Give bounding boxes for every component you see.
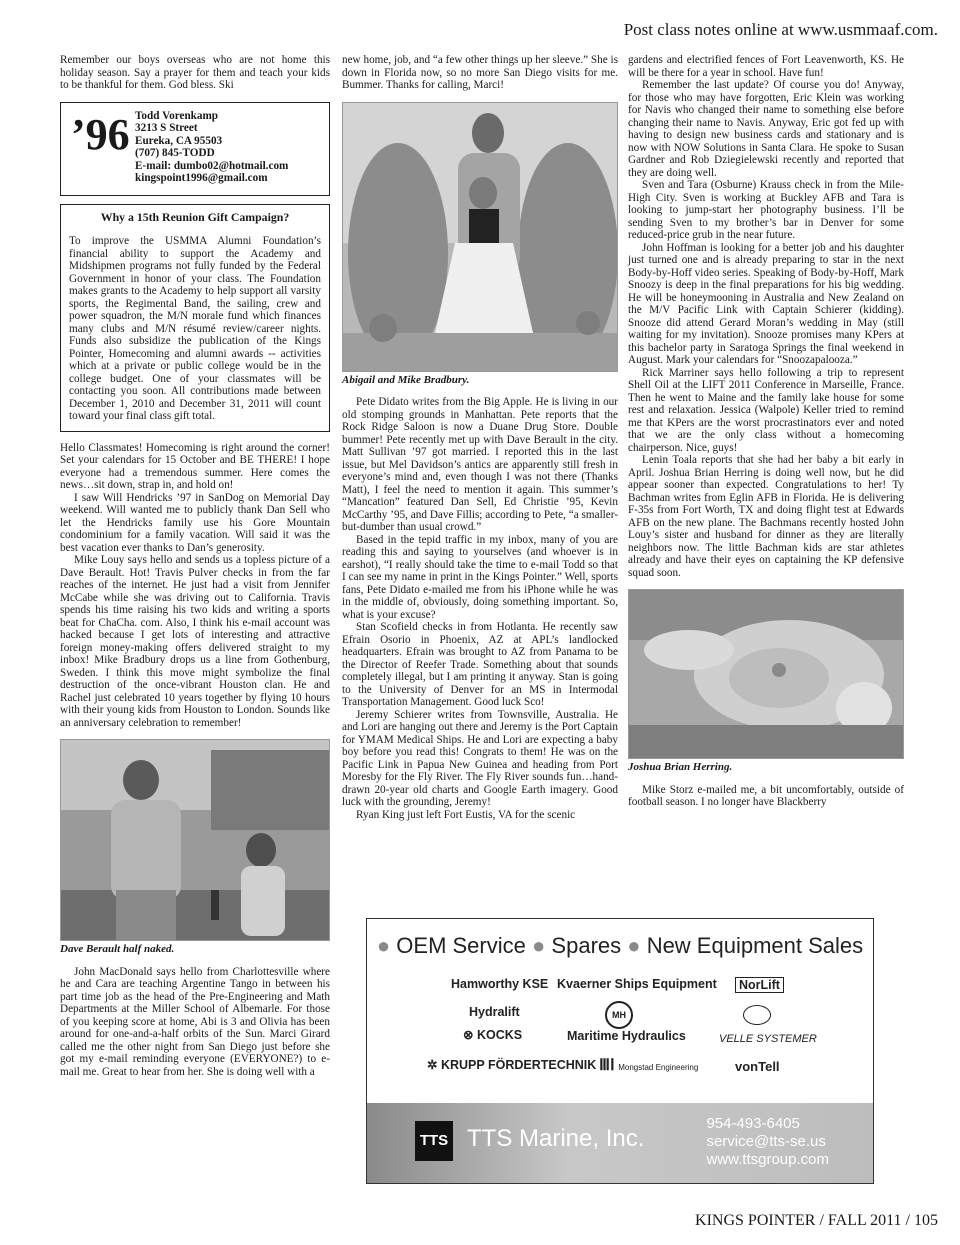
column-1 [60,54,330,1078]
gift-campaign-box [60,204,330,432]
bullet-icon: ● [376,933,391,958]
ad-headline [367,933,873,959]
photo-illustration [61,740,330,940]
class-year: ’96 [71,109,130,159]
contact-city: Eureka, CA 95503 [135,134,223,147]
brand-vontell: vonTell [735,1059,780,1074]
contact-email-1: E-mail: dumbo02@hotmail.com [135,159,289,172]
brand-maritime-hydraulics: Maritime Hydraulics [567,1029,686,1043]
brand-kocks: ⊗ KOCKS [463,1028,523,1042]
article-paragraph: Hello Classmates! Homecoming is right around the corner! Set your calendars for 15 October and BE THERE! I hope everyone had a tremendous summer. Here comes the news…sit down, strap in, and hold on! [60,441,330,491]
photo-caption: Abigail and Mike Bradbury. [342,373,470,386]
gift-campaign-text: To improve the USMMA Alumni Foundation’s financial ability to support the Academy and Midshipmen programs not fully funded by the Federal Government in honor of your class. The Foundation makes grants to the Academy to help support all varsity sports, the Regimental Band, the sailing, crew and power squadron, the M/N morale fund which finances many clubs and M/N résumé review/career nights. Funds also subsidize the publication of the Kings Pointer, Homecoming and alumni awards -- activities which at a private or public college would be in the college budget. One of your classmates will be contacting you soon. All contributions made between December 1, 2010 and December 31, 2011 will count toward your final class gift total. [69,235,321,422]
company-name: TTS Marine, Inc. [467,1125,645,1152]
maritime-hydraulics-logo-icon: MH [605,1001,633,1029]
class-contact-box [60,102,330,196]
ad-email: service@tts-se.us [706,1133,826,1150]
brand-mongstad: ⅢⅠ Mongstad Engineering [599,1057,699,1074]
article-paragraph: gardens and electrified fences of Fort Leavenworth, KS. He will be there for a year in school. Have fun! [628,54,904,79]
headline-spares: Spares [551,933,622,958]
kocks-logo-icon: ⊗ [463,1028,477,1042]
article-paragraph: John MacDonald says hello from Charlottesville where he and Cara are teaching Argentine Tango in between his part time job as the head of the Pre-Engineering and Math Departments at the Miller School of Albemarle. For those of you keeping score at home, Abi is 3 and Olivia has been around for one-and-a-half orbits of the Sun. Marci Girard called me the other night from San Diego just before she got my e-mail reminding everyone (EVERYONE?) to e-mail me. Great to hear from her. She is doing well with a [60,965,330,1078]
headline-oem: OEM Service [396,933,526,958]
column-3 [628,54,904,809]
photo-illustration [629,590,904,758]
intro-paragraph: Remember our boys overseas who are not home this holiday season. Say a prayer for them and teach your kids to be thankful for them. God bless. Ski [60,54,330,91]
ad-phone: 954-493-6405 [706,1115,800,1132]
photo-caption: Joshua Brian Herring. [628,761,733,773]
brand-velle: VELLE SYSTEMER [719,1033,817,1045]
contact-name: Todd Vorenkamp [135,109,219,122]
page-footer: KINGS POINTER / FALL 2011 / 105 [695,1212,938,1229]
article-paragraph: Remember the last update? Of course you do! Anyway, for those who may have forgotten, Eric Klein was working for Navis who changed their name to something else before changing their name to Navis. Anyway, Eric got fed up with having to design new business cards and stationary and is now with NOW Solutions in Santa Clara. He spoke to Susan Gardner and Rob Dziegielewski recently and reported that they are doing well. [628,79,904,179]
photo-illustration [343,103,618,371]
article-paragraph: John Hoffman is looking for a better job and his daughter just turned one and is already preparing to star in the next Body-by-Hoff video series. Speaking of Body-by-Hoff, Mark Snoozy is deep in the final preparations for his big wedding. He will be honeymooning in Australia and New Zealand on the M/V Pacific Link with Captain Schierer (kidding). Snooze did attend Gerard Moran’s wedding in May (still waiting for my invitation). Snooze promises many KPers at this bachelor party in Saratoga Springs the final weekend in August. Mark your calendars for “Snoozapalooza.” [628,241,904,366]
article-paragraph: I saw Will Hendricks ’97 in SanDog on Memorial Day weekend. Will wanted me to publicly thank Dan Sell who let the Hendricks family use his Gore Mountain condominium for a family vacation. Will said it was the best vacation ever thanks to Dan’s generosity. [60,491,330,554]
article-paragraph: Based in the tepid traffic in my inbox, many of you are reading this and saying to yourselves (and whoever is in earshot), “I really should take the time to e-mail Todd so that I can see my name in print in the Kings Pointer.” Well, sports fans, Pete Didato e-mailed me from his iPhone while he was in the middle of, obviously, doing something important. So, what is your excuse? [342,533,618,621]
headline-equipment: New Equipment Sales [646,933,864,958]
article-paragraph: new home, job, and “a few other things up her sleeve.” She is down in Florida now, so no more San Diego visits for me. Bummer. Thanks for calling, Marci! [342,54,618,91]
contact-email-2: kingspoint1996@gmail.com [135,172,268,184]
photo-dave-berault [60,739,330,941]
gift-campaign-title: Why a 15th Reunion Gift Campaign? [100,209,290,224]
article-paragraph: Rick Marriner says hello following a trip to represent Shell Oil at the LIFT 2011 Conference in Marseille, France. Then he went to Maine and the family lake house for some rest and relaxation. Jessica (Walpole) Keller tried to remind me that KPers are the worst procrastinators ever and noted that we are the only class without a homecoming chairperson. Nice, guys! [628,366,904,454]
ad-footer-band [367,1103,873,1183]
class-contact-info [135,110,288,185]
article-paragraph: Sven and Tara (Osburne) Krauss check in from the Mile-High City. Sven is working at Buckley AFB and Tara is looking to jump-start her photography business. I’ll be sending Sven to my brother’s bar in Denver for some reduced-price grub in the near future. [628,179,904,241]
photo-caption: Dave Berault half naked. [60,943,175,955]
brand-hamworthy: Hamworthy KSE [451,977,549,991]
article-paragraph: Stan Scofield checks in from Hotlanta. He recently saw Efrain Osorio in Phoenix, AZ at APL’s landlocked headquarters. Efrain was brought to AZ from Panama to be the Director of Reefer Trade. Something about that sounds completely illegal, but I am printing it anyway. Stan is going to the University of Denver for an MS in Intermodal Transportation Management. Good luck Sco! [342,621,618,708]
brand-krupp: ✲ KRUPP FÖRDERTECHNIK [427,1058,597,1072]
tts-logo: TTS [415,1121,453,1161]
photo-joshua-brian-herring [628,589,904,759]
brand-norlift: NorLift [735,977,784,993]
ad-website: www.ttsgroup.com [706,1151,829,1168]
ad-top-section [367,919,873,1097]
article-paragraph: Jeremy Schierer writes from Townsville, Australia. He and Lori are hanging out there and Jeremy is the Port Captain for YMAM Medical Ships. He and Lori are expecting a baby boy before you read this! Congrats to them! He was on the Pacific Link in Papua New Guinea and heading from Port Moresby for the Fly River. The Fly River sounds fun…hand-drawn 20-year old charts and Google Earth imagery. Good luck with the grounding, Jeremy! [342,708,618,808]
article-paragraph: Mike Storz e-mailed me, a bit uncomfortably, outside of football season. I no longer have Blackberry [628,783,904,808]
article-paragraph: Pete Didato writes from the Big Apple. He is living in our old stomping grounds in Manhattan. Pete reports that the Rock Ridge Saloon is now a Duane Drug Store. Double bummer! Pete recently met up with Dave Berault in the city. Matt Sullivan ’97 got married. I reported this in the last issue, but Mel Davidson’s antics are apparently still fresh in everyone’s mind and, even though I was not there (Thanks Matt), I feel the need to mention it again. This summer’s “Mancation” featured Dan Sell, Ed Christie ’95, Kevin McCarthy ’95, and Dave Fillis; according to Pete, “a smaller-but-dumber than usual crowd.” [342,396,618,533]
article-paragraph: Lenin Toala reports that she had her baby a bit early in April. Joshua Brian Herring is doing well now, but he did appear sooner than expected. Congratulations to her! Ty Bachman writes from Eglin AFB in Florida. He is delivering F-35s from Fort Worth, TX and doing flight test at Edwards AFB on the new plane. The Bachmans recently hosted John Louy’s sister and husband for dinner as they are literally neighbors now. The little Bachman kids are star athletes already and have their eyes on captaining the KP defensive squad soon. [628,454,904,579]
velle-logo-icon [743,1005,771,1025]
article-paragraph: Ryan King just left Fort Eustis, VA for the scenic [356,808,576,821]
brand-hydralift: Hydralift [469,1005,520,1019]
column-2 [342,54,618,821]
brand-kvaerner: Kvaerner Ships Equipment [557,977,717,991]
photo-abigail-mike-bradbury [342,102,618,372]
bullet-icon: ● [532,933,546,958]
contact-phone: (707) 845-TODD [135,147,215,159]
page-header: Post class notes online at www.usmmaaf.com. [623,20,938,39]
mongstad-logo-icon: ⅢⅠ [599,1057,615,1074]
article-paragraph: Mike Louy says hello and sends us a topless picture of a Dave Berault. Hot! Travis Pulver checks in from the far reaches of the internet. He just had a visit from Jennifer McCabe while she was driving out to California. Travis spends his time raising his two kids and writing a sports beat for ChaCha. com. Also, I think his e-mail account was hacked because I get lots of interesting and attractive foreign money-making offers delivered straight to my inbox! Mike Bradbury drops us a line from Gothenburg, Sweden. I think this move might symbolize the final destruction of the once-vibrant Houston clan. He and Rachel just celebrated 10 years together by flying 10 hours with their young kids from Houston to London. Sounds like an anniversary celebration to remember! [60,554,330,729]
ad-contact [706,1115,829,1169]
bullet-icon: ● [627,933,641,958]
krupp-logo-icon: ✲ [427,1058,441,1072]
tts-advertisement [366,918,874,1184]
contact-street: 3213 S Street [135,122,198,134]
